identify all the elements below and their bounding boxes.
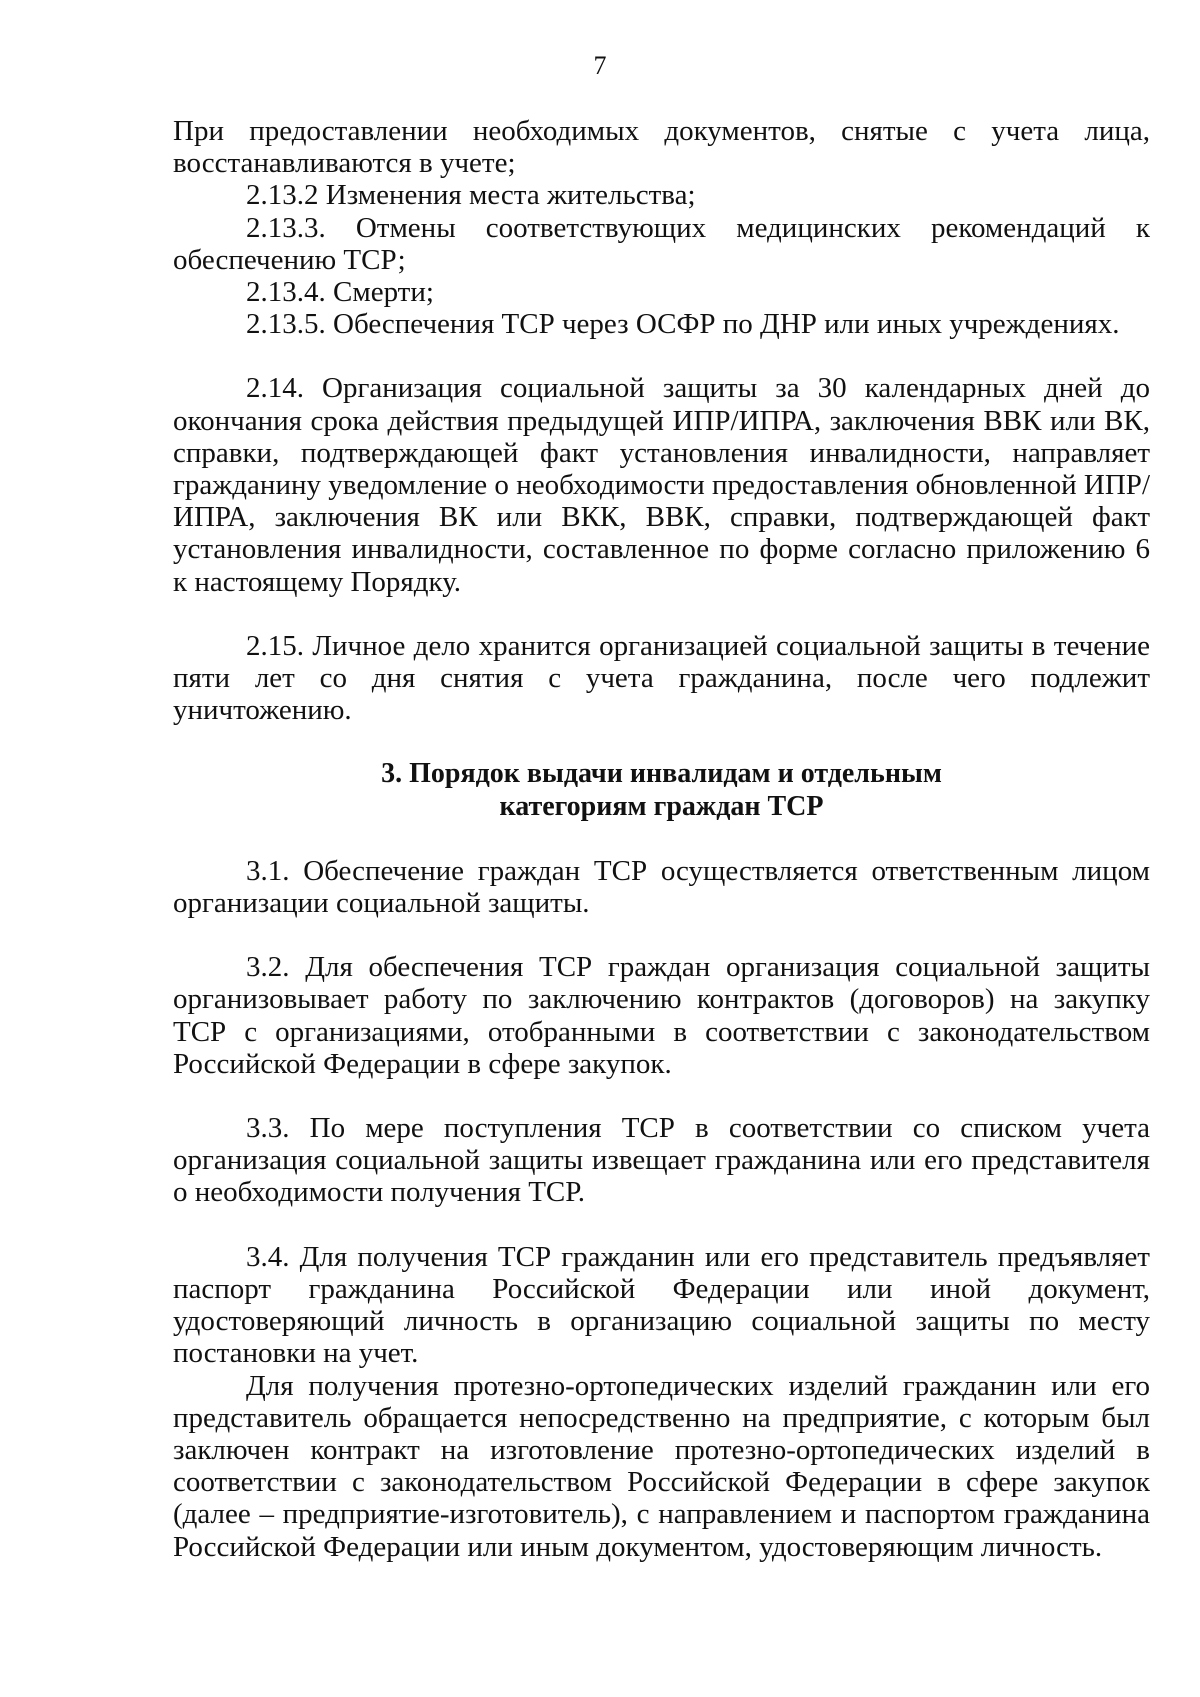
paragraph-2-13-5: 2.13.5. Обеспечения ТСР через ОСФР по ДНР или иных учреждениях. bbox=[246, 308, 1120, 341]
paragraph-spacer bbox=[173, 919, 1150, 951]
section-3-heading bbox=[173, 758, 1150, 822]
paragraph-restore-registration: При предоставлении необходимых документов, снятые с учета лица, восстанавливаются в учете; bbox=[173, 115, 1150, 180]
paragraph-3-3: 3.3. По мере поступления ТСР в соответствии со списком учета организация социальной защиты извещает гражданина или его представителя о необходимости получения ТСР. bbox=[173, 1112, 1150, 1209]
paragraph-2-15: 2.15. Личное дело хранится организацией социальной защиты в течение пяти лет со дня снятия с учета гражданина, после чего подлежит уничтожению. bbox=[173, 629, 1150, 727]
document-body bbox=[173, 115, 1150, 1563]
paragraph-spacer bbox=[173, 1080, 1150, 1112]
paragraph-spacer bbox=[173, 1209, 1150, 1241]
section-3-heading-line-2: категориям граждан ТСР bbox=[499, 790, 824, 822]
paragraph-2-13-4: 2.13.4. Смерти; bbox=[246, 276, 434, 309]
section-3-heading-line-1: 3. Порядок выдачи инвалидам и отдельным bbox=[381, 758, 942, 790]
paragraph-spacer bbox=[173, 340, 1150, 372]
paragraph-3-4: 3.4. Для получения ТСР гражданин или его представитель предъявляет паспорт гражданина Российской Федерации или иной документ, удостоверяющий личность в организацию социальной защиты по месту постановки на учет. bbox=[173, 1240, 1150, 1370]
page-number: 7 bbox=[593, 51, 607, 80]
paragraph-2-13-3: 2.13.3. Отмены соответствующих медицинских рекомендаций к обеспечению ТСР; bbox=[173, 211, 1150, 276]
paragraph-spacer bbox=[173, 823, 1150, 855]
paragraph-3-2: 3.2. Для обеспечения ТСР граждан организация социальной защиты организовывает работу по заключению контрактов (договоров) на закупку ТСР с организациями, отобранными в соответствии с законодательством Российской Федерации в сфере закупок. bbox=[173, 951, 1150, 1080]
paragraph-spacer bbox=[173, 726, 1150, 758]
paragraph-3-1: 3.1. Обеспечение граждан ТСР осуществляется ответственным лицом организации социальной защиты. bbox=[173, 854, 1150, 920]
paragraph-spacer bbox=[173, 598, 1150, 630]
paragraph-2-13-2: 2.13.2 Изменения места жительства; bbox=[246, 179, 696, 212]
paragraph-3-4-prosthetic: Для получения протезно-ортопедических изделий гражданин или его представитель обращается непосредственно на предприятие, с которым был заключен контракт на изготовление протезно-ортопедических изделий в соответствии с законодательством Российской Федерации в сфере закупок (далее – предприятие-изготовитель), с направлением и паспортом гражданина Российской Федерации или иным документом, удостоверяющим личность. bbox=[173, 1369, 1150, 1563]
paragraph-2-14: 2.14. Организация социальной защиты за 30 календарных дней до окончания срока действия предыдущей ИПР/ИПРА, заключения ВВК или ВК, справки, подтверждающей факт установления инвалидности, направляет гражданину уведомление о необходимости предоставления обновленной ИПР/ИПРА, заключения ВК или ВКК, ВВК, справки, подтверждающей факт установления инвалидности, составленное по форме согласно приложению 6 к настоящему Порядку. bbox=[173, 372, 1150, 598]
